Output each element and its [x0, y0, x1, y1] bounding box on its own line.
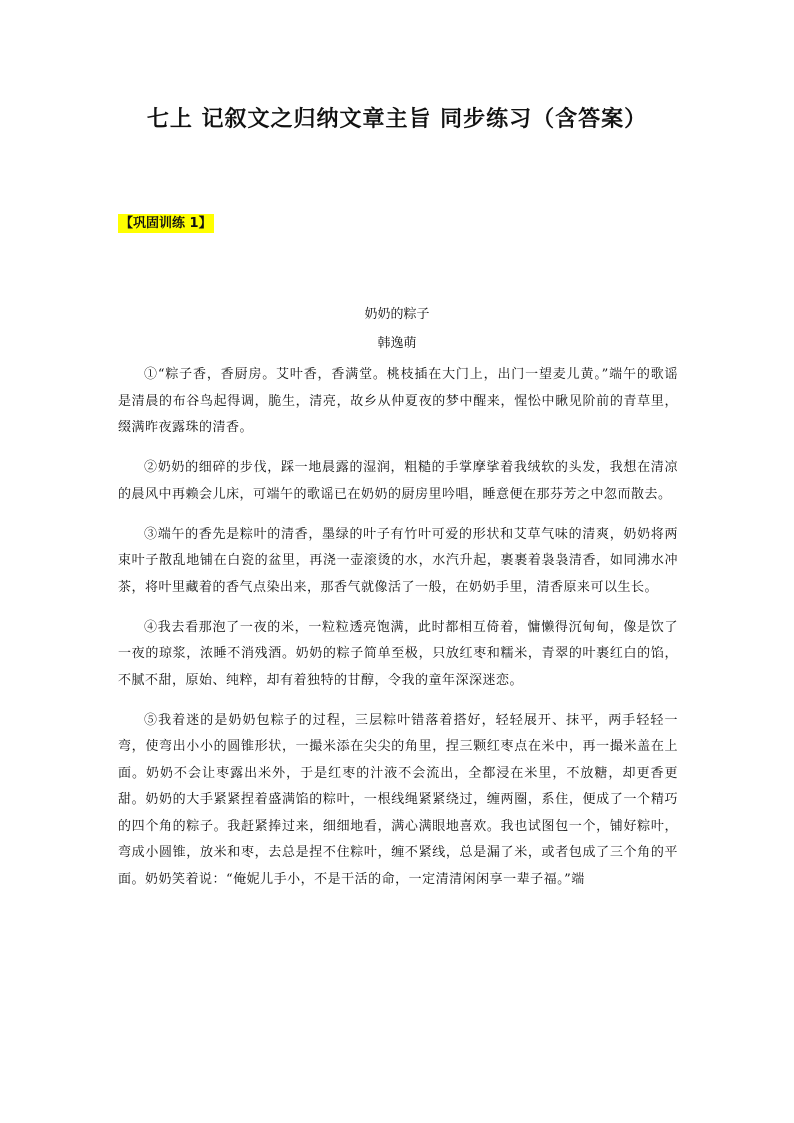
- story-title: 奶奶的粽子: [364, 307, 430, 322]
- paragraph-1: ①“粽子香，香厨房。艾叶香，香满堂。桃枝插在大门上，出门一望麦儿黄。”端午的歌谣是清晨的布谷鸟起得调，脆生，清亮，故乡从仲夏夜的梦中醒来，惺忪中瞅见阶前的青草里，缀满昨夜露珠的清香。: [118, 367, 678, 435]
- paragraph-4: ④我去看那泡了一夜的米，一粒粒透亮饱满，此时都相互倚着，慵懒得沉甸甸，像是饮了一夜的琼浆，浓睡不消残酒。奶奶的粽子简单至极，只放红枣和糯米，青翠的叶裹红白的馅，不腻不甜，原始、纯粹，却有着独特的甘醇，令我的童年深深迷恋。: [118, 619, 678, 688]
- section-label-highlight: 【巩固训练 1】: [120, 216, 212, 231]
- story-body: [118, 362, 678, 907]
- paragraph-5: ⑤我着迷的是奶奶包粽子的过程，三层粽叶错落着搭好，轻轻展开、抹平，两手轻轻一弯，使弯出小小的圆锥形状，一撮米添在尖尖的角里，捏三颗红枣点在米中，再一撮米盖在上面。奶奶不会让枣露出米外，于是红枣的汁液不会流出，全都浸在米里，不放糖，却更香更甜。奶奶的大手紧紧捏着盛满馅的粽叶，一根线绳紧紧绕过，缠两圈，系住，便成了一个精巧的四个角的粽子。我赶紧捧过来，细细地看，满心满眼地喜欢。我也试图包一个，铺好粽叶，弯成小圆锥，放米和枣，去总是捏不住粽叶，缠不紧线，总是漏了米，或者包成了三个角的平面。奶奶笑着说：“俺妮儿手小，不是干活的命，一定清清闲闲享一辈子福。”端: [118, 712, 678, 887]
- paragraph-3: ③端午的香先是粽叶的清香，墨绿的叶子有竹叶可爱的形状和艾草气味的清爽，奶奶将两束叶子散乱地铺在白瓷的盆里，再浇一壶滚烫的水，水汽升起，裹裹着袅袅清香，如同沸水冲茶，将叶里藏着的香气点染出来，那香气就像活了一般，在奶奶手里，清香原来可以生长。: [118, 526, 678, 595]
- story-author: 韩逸萌: [377, 336, 417, 351]
- paragraph-2: ②奶奶的细碎的步伐，踩一地晨露的湿润，粗糙的手掌摩挲着我绒软的头发，我想在清凉的晨风中再赖会儿床，可端午的歌谣已在奶奶的厨房里吟唱，睡意便在那芬芳之中忽而散去。: [118, 460, 678, 502]
- document-title: 七上 记叙文之归纳文章主旨 同步练习（含答案）: [146, 107, 648, 132]
